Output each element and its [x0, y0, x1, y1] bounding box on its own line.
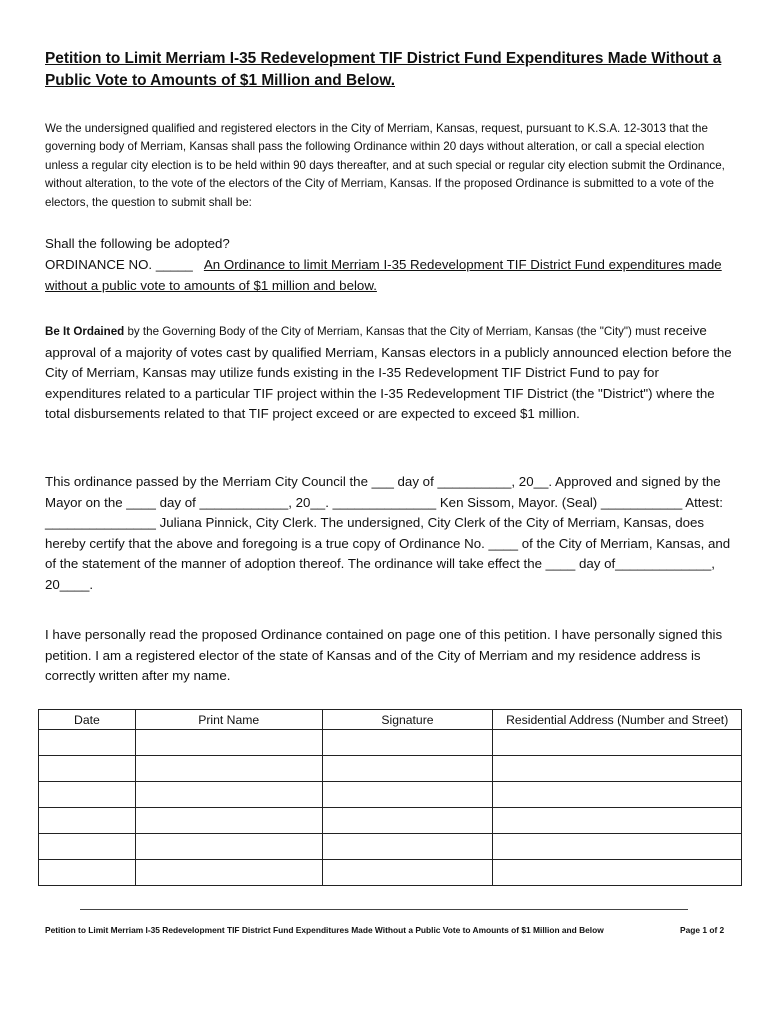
- print-name-cell[interactable]: [135, 782, 322, 808]
- table-row: [39, 730, 742, 756]
- ordinance-number-label: ORDINANCE NO. _____: [45, 257, 193, 272]
- date-cell[interactable]: [39, 782, 136, 808]
- signature-cell[interactable]: [322, 808, 493, 834]
- date-cell[interactable]: [39, 756, 136, 782]
- address-cell[interactable]: [493, 730, 742, 756]
- table-row: [39, 860, 742, 886]
- footer-divider: [80, 909, 688, 910]
- intro-paragraph: We the undersigned qualified and registered electors in the City of Merriam, Kansas, request, pursuant to K.S.A. 12-3013 that the governing body of Merriam, Kansas shall pass the following Ordinance within 20 days without alteration, or call a special election unless a regular city election is to be held within 90 days thereafter, and at such special or regular city election submit the Ordinance, without alteration, to the vote of the electors of the City of Merriam, Kansas. If the proposed Ordinance is submitted to a vote of the electors, the question to submit shall be:: [45, 122, 725, 209]
- table-row: [39, 782, 742, 808]
- page-number: Page 1 of 2: [680, 925, 725, 935]
- address-cell[interactable]: [493, 808, 742, 834]
- print-name-cell[interactable]: [135, 834, 322, 860]
- address-cell[interactable]: [493, 834, 742, 860]
- signature-cell[interactable]: [322, 730, 493, 756]
- signature-cell[interactable]: [322, 860, 493, 886]
- address-cell[interactable]: [493, 860, 742, 886]
- column-header-date: Date: [39, 710, 136, 730]
- date-cell[interactable]: [39, 834, 136, 860]
- print-name-cell[interactable]: [135, 730, 322, 756]
- ordinance-title: An Ordinance to limit Merriam I-35 Redevelopment TIF District Fund expenditures made without a public vote to amounts of $1 million and below.: [45, 257, 722, 293]
- table-header-row: [39, 710, 742, 730]
- ordained-body: receive approval of a majority of votes cast by qualified Merriam, Kansas electors in a publicly announced election before the City of Merriam, Kansas may utilize funds existing in the I-35 Redevelopment TIF District Fund to pay for expenditures related to a particular TIF project within the I-35 Redevelopment TIF District (the "District") where the total disbursements related to that TIF project exceed or are expected to exceed $1 million.: [45, 323, 732, 422]
- page-title: Petition to Limit Merriam I-35 Redevelopment TIF District Fund Expenditures Made Without a Public Vote to Amounts of $1 Million and Below.: [45, 50, 722, 89]
- ordinance-heading: [45, 254, 735, 296]
- address-cell[interactable]: [493, 782, 742, 808]
- signature-cell[interactable]: [322, 756, 493, 782]
- print-name-cell[interactable]: [135, 860, 322, 886]
- date-cell[interactable]: [39, 730, 136, 756]
- table-row: [39, 756, 742, 782]
- certification-paragraph: I have personally read the proposed Ordinance contained on page one of this petition. I have personally signed this petition. I am a registered elector of the state of Kansas and of the City of Merriam and my residence address is correctly written after my name.: [45, 627, 723, 684]
- date-cell[interactable]: [39, 808, 136, 834]
- column-header-print-name: Print Name: [135, 710, 322, 730]
- question-text: Shall the following be adopted?: [45, 236, 230, 251]
- table-row: [39, 834, 742, 860]
- ordained-paragraph: [45, 321, 735, 425]
- passage-paragraph: This ordinance passed by the Merriam City Council the ___ day of __________, 20__. Approved and signed by the Mayor on the ____ day of ____________, 20__. ______________ Ken Sissom, Mayor. (Seal) ___________ Attest: _______________ Juliana Pinnick, City Clerk. The undersigned, City Clerk of the City of Merriam, Kansas, does hereby certify that the above and foregoing is a true copy of Ordinance No. ____ of the City of Merriam, Kansas, and of the statement of the manner of adoption thereof. The ordinance will take effect the ____ day of_____________, 20____.: [45, 474, 731, 592]
- column-header-address: Residential Address (Number and Street): [493, 710, 742, 730]
- print-name-cell[interactable]: [135, 756, 322, 782]
- column-header-signature: Signature: [322, 710, 493, 730]
- signature-cell[interactable]: [322, 834, 493, 860]
- ordained-lead-rest: by the Governing Body of the City of Merriam, Kansas that the City of Merriam, Kansas (the "City") must: [124, 325, 661, 338]
- signature-table: [38, 709, 742, 886]
- address-cell[interactable]: [493, 756, 742, 782]
- print-name-cell[interactable]: [135, 808, 322, 834]
- date-cell[interactable]: [39, 860, 136, 886]
- ordained-lead: Be It Ordained: [45, 325, 125, 338]
- signature-cell[interactable]: [322, 782, 493, 808]
- ballot-question: [45, 233, 735, 296]
- footer-title: Petition to Limit Merriam I-35 Redevelopment TIF District Fund Expenditures Made Without a Public Vote to Amounts of $1 Million and Below: [45, 925, 604, 935]
- table-row: [39, 808, 742, 834]
